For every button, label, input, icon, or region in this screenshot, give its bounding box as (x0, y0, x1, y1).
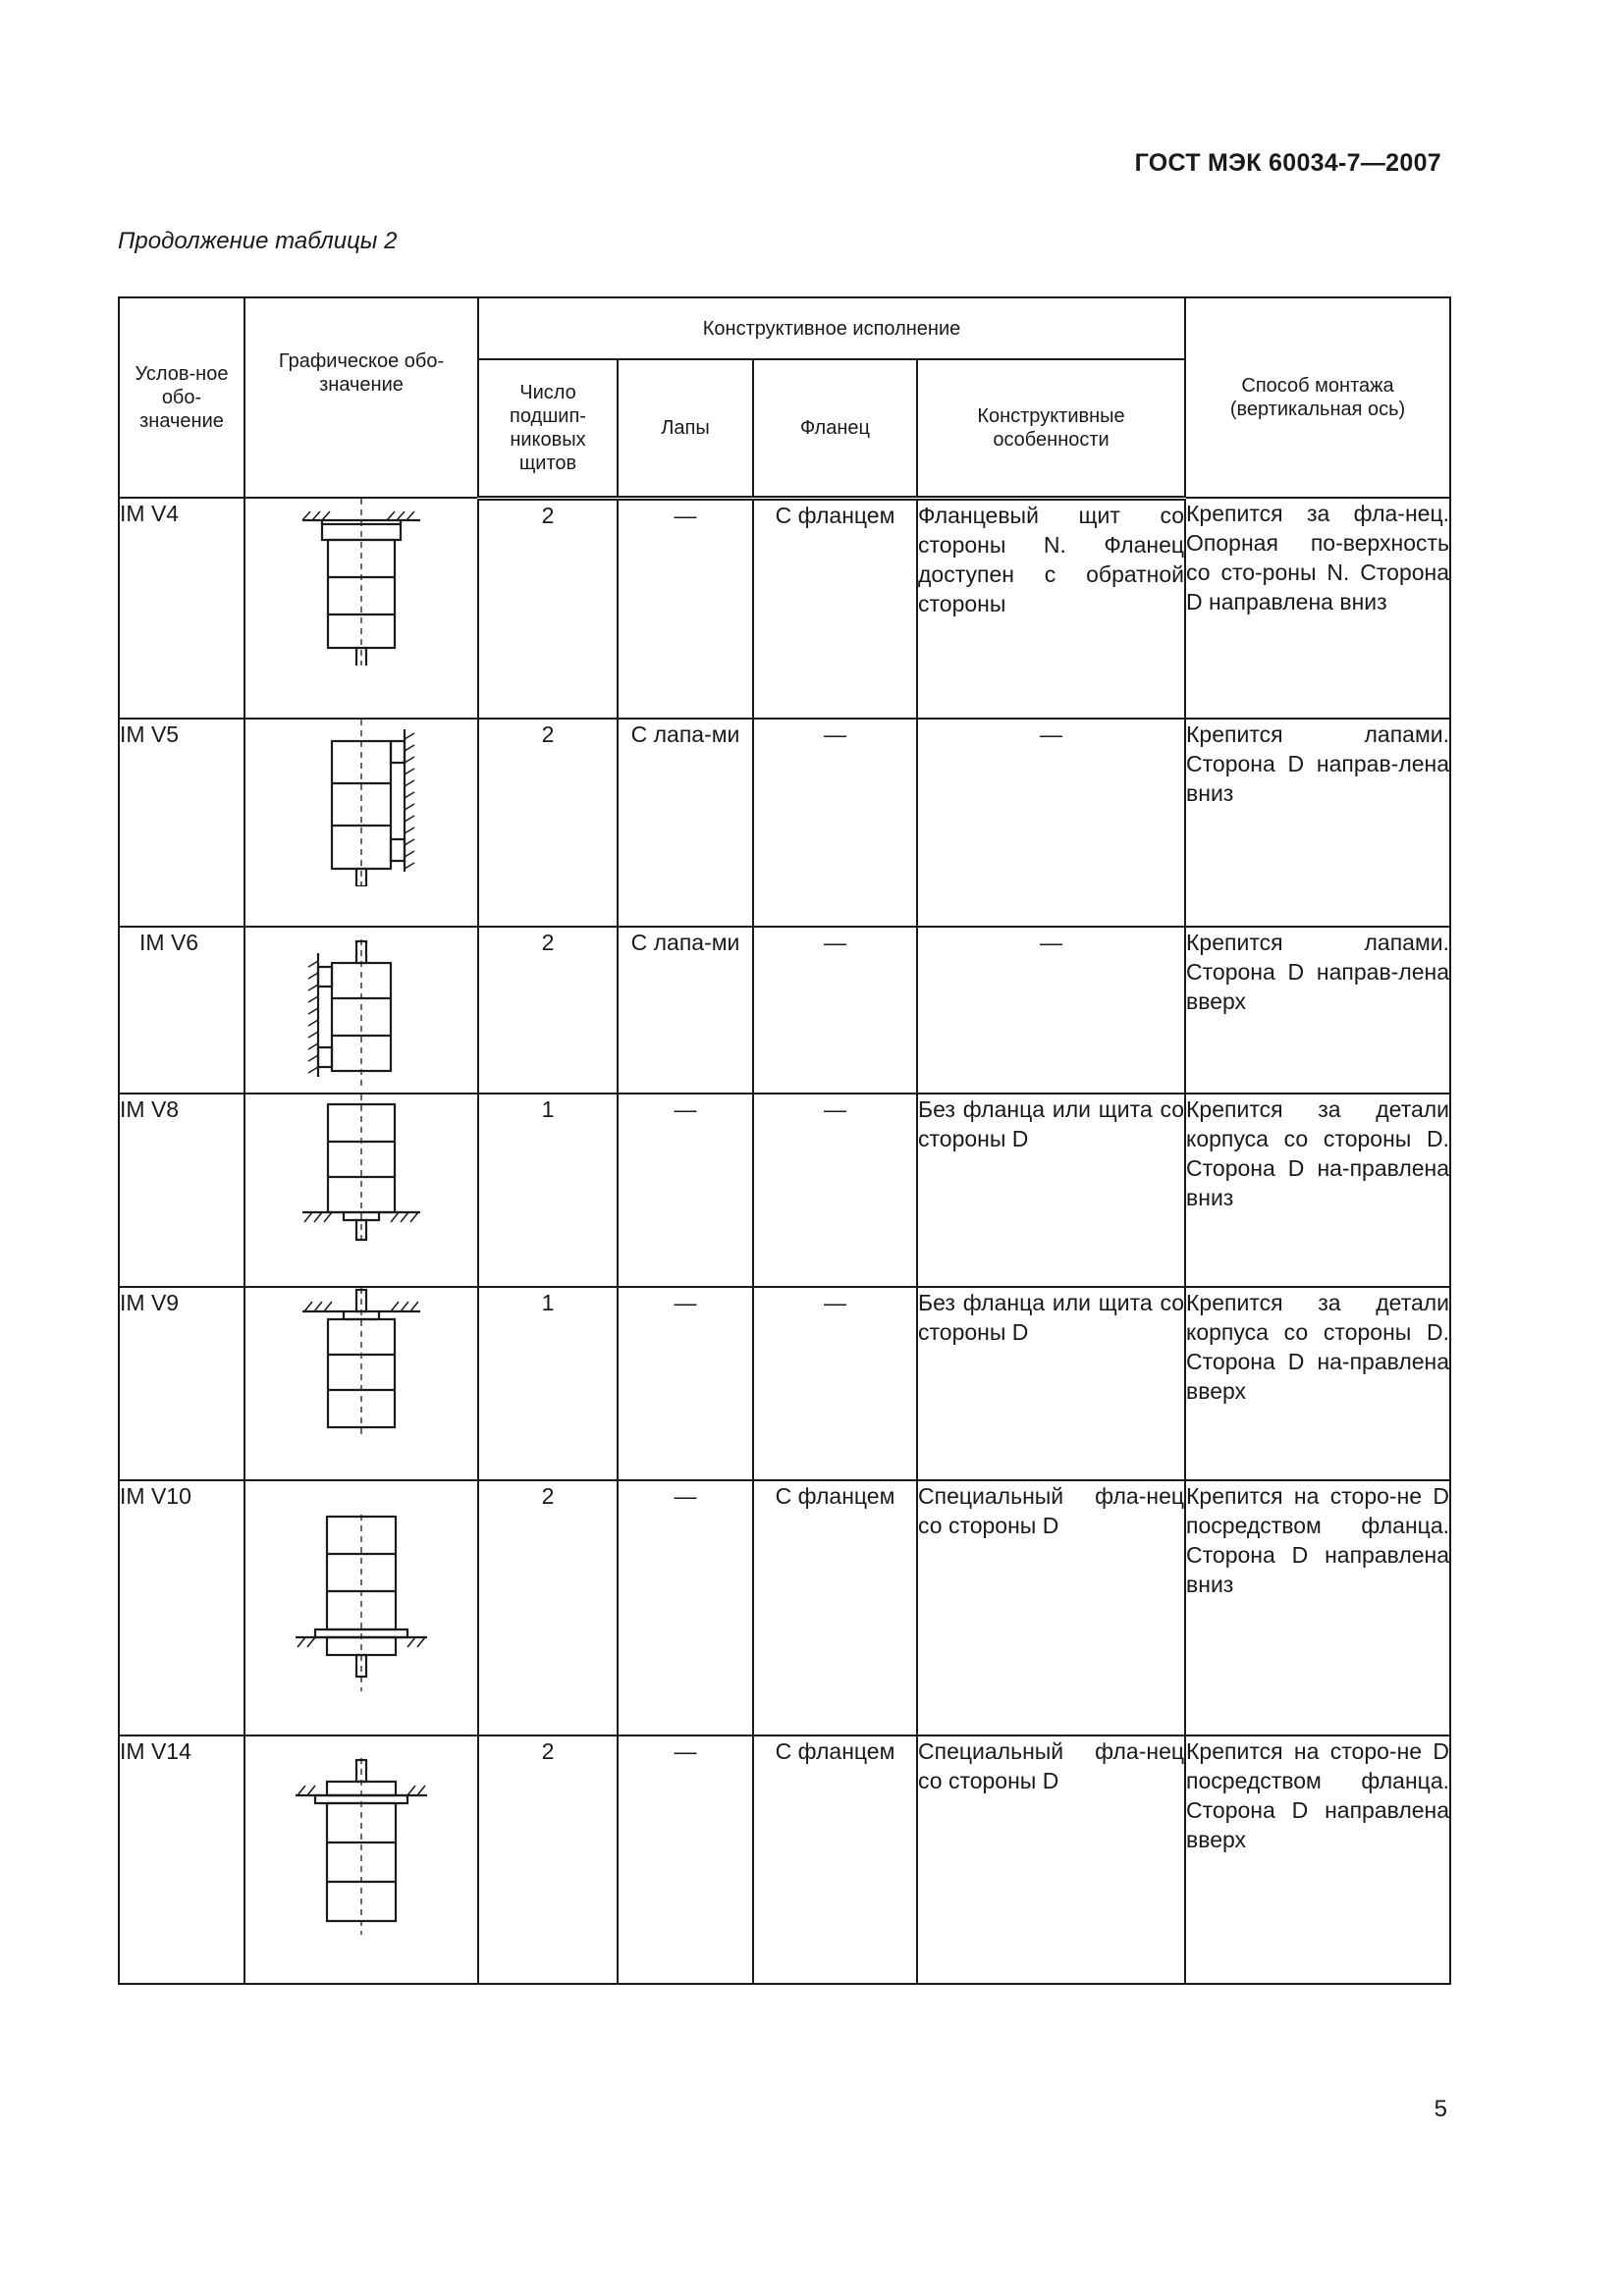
row-features: — (917, 927, 1185, 1094)
row-flange: — (753, 927, 917, 1094)
row-features: Фланцевый щит со стороны N. Фланец доступен с обратной стороны (917, 498, 1185, 719)
col-header-group: Конструктивное исполнение (478, 297, 1185, 359)
row-graphic (244, 719, 478, 927)
row-features: — (917, 719, 1185, 927)
mounting-diagram-icon (293, 499, 430, 666)
row-bearings: 1 (478, 1287, 618, 1480)
row-bearings: 2 (478, 927, 618, 1094)
table-row (119, 927, 1450, 1094)
row-bearings: 2 (478, 1480, 618, 1735)
row-bearings: 2 (478, 719, 618, 927)
mounting-diagram-icon (293, 1288, 430, 1435)
mounting-arrangements-table (118, 296, 1451, 1985)
row-graphic (244, 927, 478, 1094)
row-feet: С лапа-ми (618, 927, 753, 1094)
row-mounting: Крепится за детали корпуса со стороны D. Сторона D на-правлена вверх (1185, 1287, 1450, 1480)
row-feet: С лапа-ми (618, 719, 753, 927)
row-mounting: Крепится на сторо-не D посредством фланца. Сторона D направлена вверх (1185, 1735, 1450, 1984)
table-row (119, 1480, 1450, 1735)
row-feet: — (618, 1287, 753, 1480)
row-flange: С фланцем (753, 498, 917, 719)
row-graphic (244, 1480, 478, 1735)
row-code: IM V8 (119, 1094, 244, 1287)
row-flange: С фланцем (753, 1735, 917, 1984)
row-bearings: 1 (478, 1094, 618, 1287)
row-graphic (244, 1735, 478, 1984)
table-caption: Продолжение таблицы 2 (118, 228, 398, 254)
row-flange: С фланцем (753, 1480, 917, 1735)
row-feet: — (618, 498, 753, 719)
row-mounting: Крепится за фла-нец. Опорная по-верхность со сто-роны N. Сторона D направлена вниз (1185, 498, 1450, 719)
row-code: IM V10 (119, 1480, 244, 1735)
col-header-bearings: Число подшип-никовых щитов (478, 359, 618, 498)
row-flange: — (753, 1094, 917, 1287)
row-feet: — (618, 1094, 753, 1287)
row-code: IM V6 (119, 927, 244, 1094)
col-header-code: Услов-ное обо-значение (119, 297, 244, 498)
row-code: IM V14 (119, 1735, 244, 1984)
col-header-mounting: Способ монтажа (вертикальная ось) (1185, 297, 1450, 498)
row-flange: — (753, 1287, 917, 1480)
row-mounting: Крепится на сторо-не D посредством фланца. Сторона D направлена вниз (1185, 1480, 1450, 1735)
row-features: Без фланца или щита со стороны D (917, 1287, 1185, 1480)
mounting-diagram-icon (288, 1758, 435, 1935)
row-features: Без фланца или щита со стороны D (917, 1094, 1185, 1287)
col-header-features: Конструктивные особенности (917, 359, 1185, 498)
document-standard-header: ГОСТ МЭК 60034-7—2007 (1134, 149, 1441, 177)
table-row (119, 1735, 1450, 1984)
row-code: IM V5 (119, 719, 244, 927)
row-mounting: Крепится за детали корпуса со стороны D. Сторона D на-правлена вниз (1185, 1094, 1450, 1287)
table-row (119, 498, 1450, 719)
table-row (119, 719, 1450, 927)
col-header-feet: Лапы (618, 359, 753, 498)
mounting-diagram-icon (293, 1095, 430, 1242)
row-features: Специальный фла-нец со стороны D (917, 1480, 1185, 1735)
row-features: Специальный фла-нец со стороны D (917, 1735, 1185, 1984)
row-bearings: 2 (478, 1735, 618, 1984)
row-graphic (244, 1094, 478, 1287)
row-code: IM V9 (119, 1287, 244, 1480)
row-graphic (244, 1287, 478, 1480)
mounting-diagram-icon (293, 939, 430, 1087)
row-feet: — (618, 1735, 753, 1984)
row-mounting: Крепится лапами. Сторона D направ-лена вниз (1185, 719, 1450, 927)
row-graphic (244, 498, 478, 719)
page-number: 5 (1434, 2096, 1447, 2122)
row-feet: — (618, 1480, 753, 1735)
table-row (119, 1094, 1450, 1287)
mounting-diagram-icon (288, 1515, 435, 1691)
mounting-diagram-icon (293, 720, 430, 886)
table-row (119, 1287, 1450, 1480)
col-header-flange: Фланец (753, 359, 917, 498)
row-flange: — (753, 719, 917, 927)
col-header-graphic: Графическое обо-значение (244, 297, 478, 498)
row-mounting: Крепится лапами. Сторона D направ-лена вверх (1185, 927, 1450, 1094)
row-code: IM V4 (119, 498, 244, 719)
row-bearings: 2 (478, 498, 618, 719)
